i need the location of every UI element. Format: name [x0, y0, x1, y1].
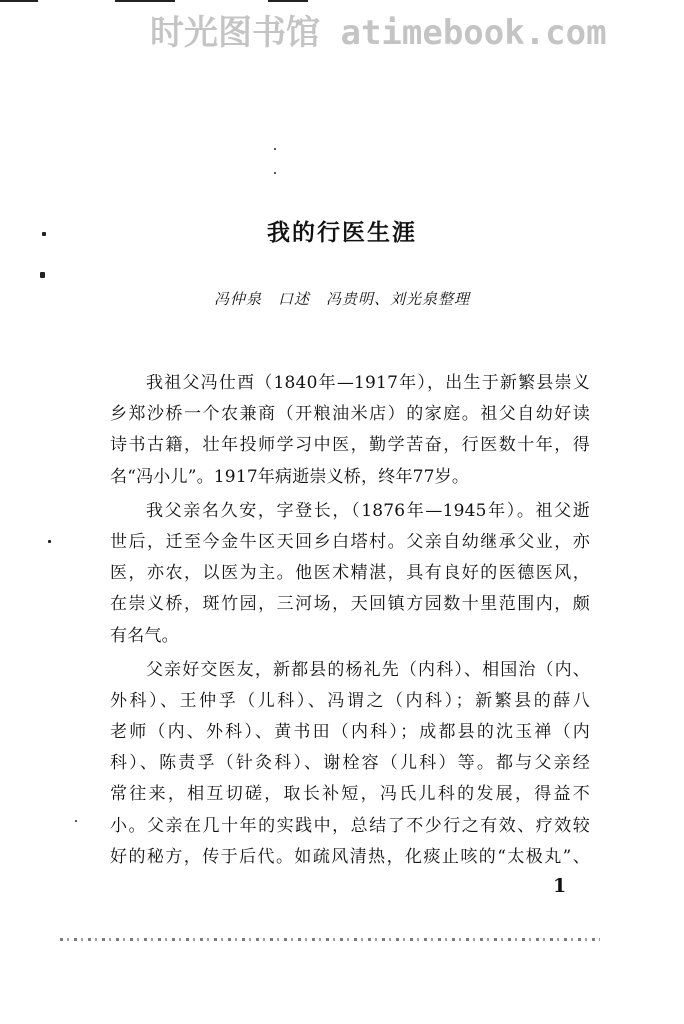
text-line: 小。父亲在几十年的实践中，总结了不少行之有效、疗效较	[110, 815, 590, 836]
text-line: 好的秘方，传于后代。如疏风清热，化痰止咳的“太极丸”、	[110, 846, 590, 867]
watermark: 时光图书馆 atimebook.com	[150, 13, 607, 53]
text-line: 父亲好交医友，新都县的杨礼先（内科）、相国治（内、	[146, 659, 590, 680]
text-line: 名“冯小儿”。1917年病逝崇义桥，终年77岁。	[110, 466, 470, 487]
scan-speck	[42, 232, 46, 236]
scan-edge-line	[268, 0, 308, 2]
author-credit: 冯仲泉 口述 冯贵明、刘光泉整理	[213, 290, 470, 308]
text-line: 老师（内、外科）、黄书田（内科）；成都县的沈玉禅（内	[110, 722, 590, 743]
scan-speck	[48, 540, 51, 543]
text-line: 外科）、王仲孚（儿科）、冯谓之（内科）；新繁县的薛八	[110, 690, 590, 711]
text-line: 科）、陈责孚（针灸科）、谢栓容（儿科）等。都与父亲经	[110, 753, 590, 774]
paragraph	[110, 496, 590, 652]
paragraph	[110, 368, 590, 493]
article-body	[110, 368, 590, 873]
text-line: 有名气。	[110, 625, 179, 646]
text-line: 常往来，相互切磋，取长补短，冯氏儿科的发展，得益不	[110, 784, 590, 805]
scan-speck	[40, 272, 45, 278]
page-title: 我的行医生涯	[267, 220, 417, 246]
text-line: 我祖父冯仕酉（1840年—1917年），出生于新繁县崇义	[146, 373, 590, 393]
text-line: 世后，迁至今金牛区天回乡白塔村。父亲自幼继承父业，亦	[110, 531, 590, 552]
scan-speck	[274, 148, 276, 150]
paragraph	[110, 655, 590, 873]
scan-edge-line	[115, 0, 175, 2]
text-line: 医，亦农，以医为主。他医术精湛，具有良好的医德医风，	[110, 563, 590, 584]
text-line: 乡郑沙桥一个农兼商（开粮油米店）的家庭。祖父自幼好读	[110, 404, 590, 425]
text-line: 在崇义桥，斑竹园，三河场，天回镇方园数十里范围内，颇	[110, 594, 590, 615]
scan-speck	[75, 820, 77, 822]
scan-speck	[274, 172, 276, 174]
text-line: 我父亲名久安，字登长，（1876年—1945年）。祖父逝	[146, 500, 590, 521]
text-line: 诗书古籍，壮年投师学习中医，勤学苦奋，行医数十年，得	[110, 435, 590, 456]
scan-artifact-line	[60, 938, 600, 941]
scan-edge-line	[0, 0, 38, 2]
page-number: 1	[553, 875, 567, 897]
